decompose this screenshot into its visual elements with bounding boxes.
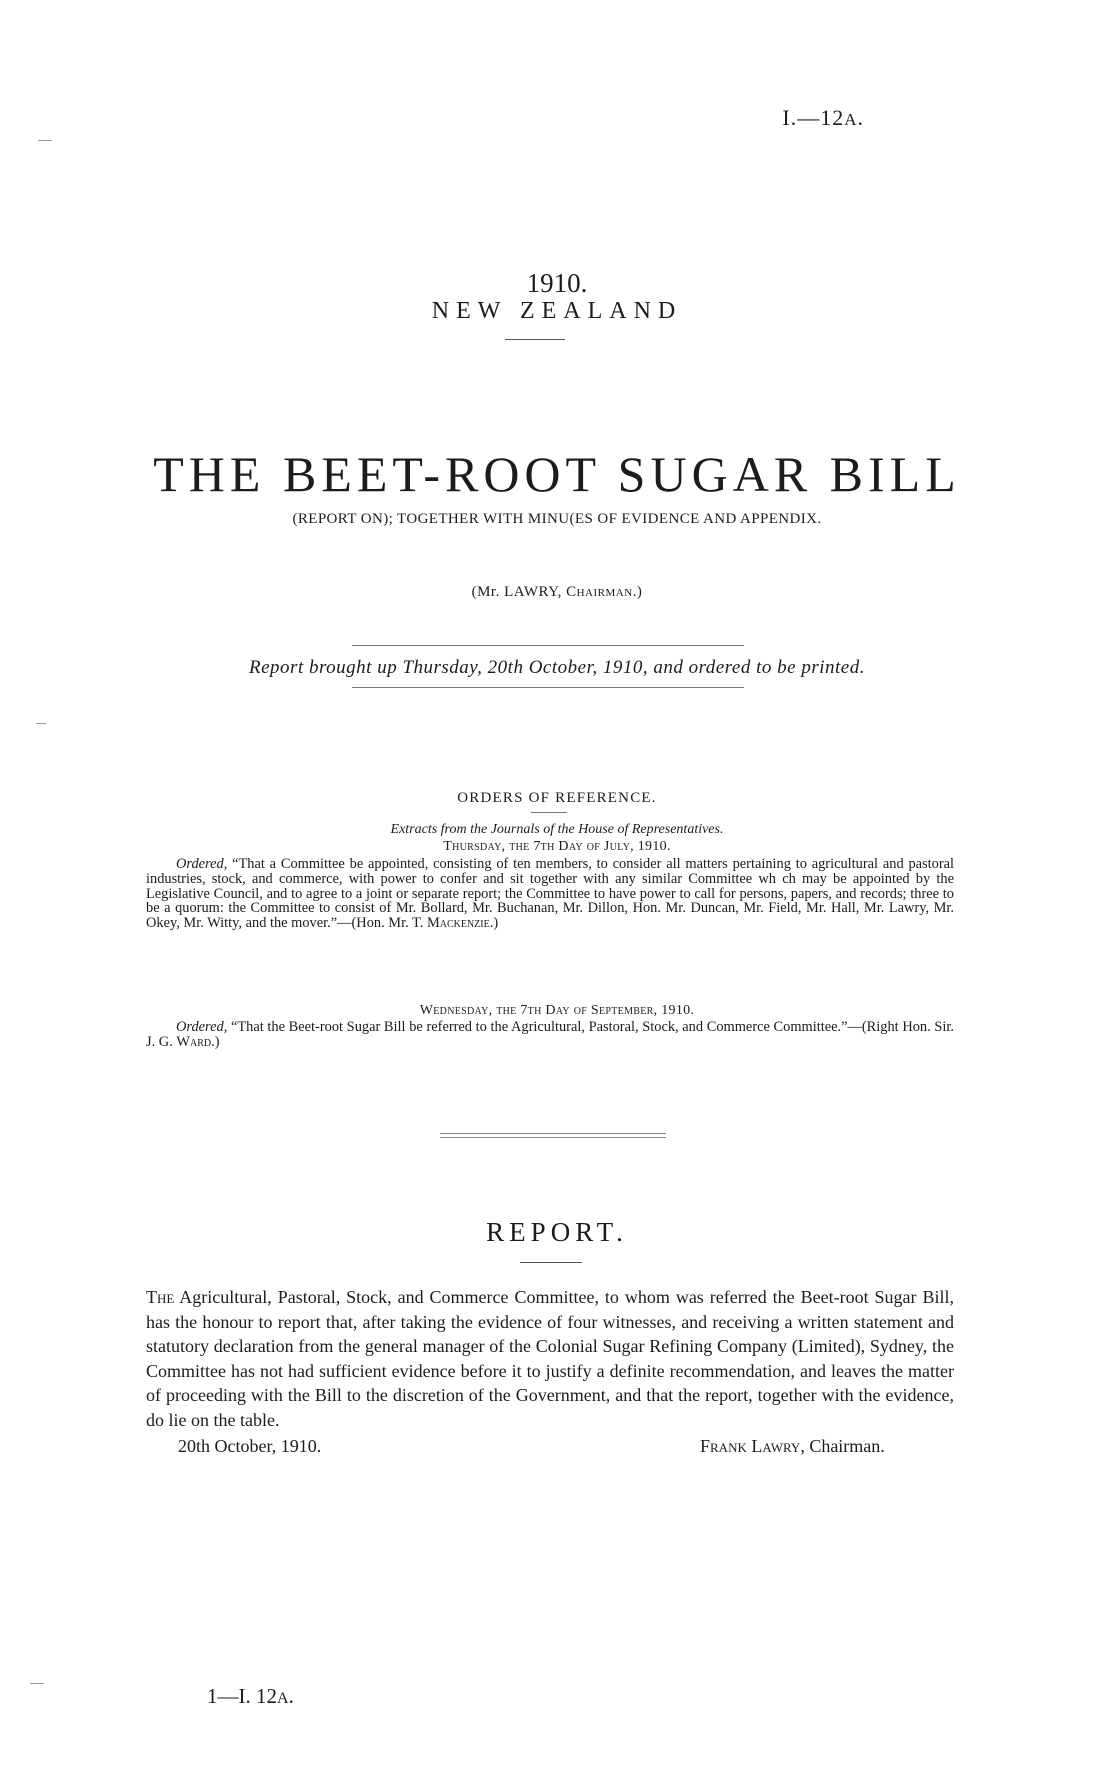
report-signature: [700, 1436, 885, 1457]
orders-date-september: Wednesday, the 7th Day of September, 1910.: [419, 1003, 695, 1018]
scan-speck: [38, 140, 52, 141]
mover-name: Mackenzie: [426, 915, 490, 932]
orders-paragraph-committee: [146, 857, 954, 931]
title-divider: [505, 339, 565, 340]
orders-paragraph-referral-end: .): [211, 1033, 220, 1050]
document-year: 1910.: [526, 268, 588, 298]
section-double-rule-top: [440, 1133, 666, 1134]
ordered-label: Ordered,: [176, 1019, 228, 1035]
scan-speck: [36, 723, 46, 724]
orders-paragraph-referral-text: “That the Beet-root Sugar Bill be referred to the Agricultural, Pastoral, Stock, and Commerce Committee.”—(Right Hon. Sir. J. G.: [146, 1019, 954, 1050]
signature-mark-suffix: A: [277, 1690, 289, 1707]
signature-mark-main: 1—I. 12: [207, 1684, 277, 1708]
ordered-label: Ordered,: [176, 856, 228, 872]
section-double-rule-bottom: [440, 1137, 666, 1138]
orders-extracts-line: Extracts from the Journals of the House of Representatives.: [390, 822, 724, 837]
report-line-top-rule: [352, 645, 744, 646]
chairman-title: Chairman: [566, 584, 633, 600]
document-title: THE BEET-ROOT SUGAR BILL: [153, 446, 961, 502]
page-reference: [782, 105, 864, 131]
page-reference-end: .: [857, 105, 864, 130]
printer-signature-mark: [207, 1684, 294, 1709]
report-brought-up-line: Report brought up Thursday, 20th October, 1910, and ordered to be printed.: [249, 657, 865, 678]
scan-speck: [30, 1683, 44, 1684]
report-paragraph-text: Agricultural, Pastoral, Stock, and Commerce Committee, to whom was referred the Beet-root Sugar Bill, has the honour to report that, after taking the evidence of four witnesses, and receiving a written statement and statutory declaration from the general manager of the Colonial Sugar Refining Company (Limited), Sydney, the Committee has not had sufficient evidence before it to justify a definite recommendation, and leaves the matter of proceeding with the Bill to the discretion of the Government, and that the report, together with the evidence, do lie on the table.: [146, 1287, 954, 1430]
mover-name: Ward: [176, 1033, 212, 1050]
chairman-name: (Mr. LAWRY,: [471, 584, 567, 600]
report-heading-divider: [520, 1262, 582, 1263]
page-reference-main: I.—12: [782, 105, 845, 130]
report-date: 20th October, 1910.: [178, 1436, 322, 1456]
orders-date-july: Thursday, the 7th Day of July, 1910.: [443, 839, 671, 854]
orders-divider: [531, 812, 567, 813]
orders-paragraph-referral: [146, 1020, 954, 1050]
signatory-name: Frank Lawry: [700, 1436, 801, 1456]
report-paragraph: [146, 1285, 954, 1433]
report-paragraph-lead: The: [146, 1287, 175, 1307]
orders-heading: ORDERS OF REFERENCE.: [457, 790, 657, 806]
chairman-close: .): [632, 584, 643, 600]
report-heading: REPORT.: [486, 1217, 628, 1247]
signatory-title: , Chairman.: [800, 1436, 885, 1456]
report-line-bottom-rule: [352, 687, 744, 688]
signature-mark-end: .: [288, 1684, 294, 1708]
document-country: NEW ZEALAND: [431, 298, 683, 324]
orders-paragraph-committee-end: .): [489, 915, 499, 932]
page-reference-suffix: A: [844, 110, 858, 129]
document-subtitle: (REPORT ON); TOGETHER WITH MINU(ES OF EVIDENCE AND APPENDIX.: [292, 511, 822, 527]
chairman-line: [0, 584, 1114, 601]
orders-paragraph-committee-text: “That a Committee be appointed, consisting of ten members, to consider all matters pertaining to agricultural and pastoral industries, stock, and commerce, with power to confer and sit together with any similar Committee wh ch may be appointed by the Legislative Council, and to agree to a joint or separate report; the Committee to have power to call for persons, papers, and records; three to be a quorum: the Committee to consist of Mr. Bollard, Mr. Buchanan, Mr. Dillon, Hon. Mr. Duncan, Mr. Field, Mr. Hall, Mr. Lawry, Mr. Okey, Mr. Witty, and the mover.”—(Hon. Mr. T.: [146, 856, 954, 932]
